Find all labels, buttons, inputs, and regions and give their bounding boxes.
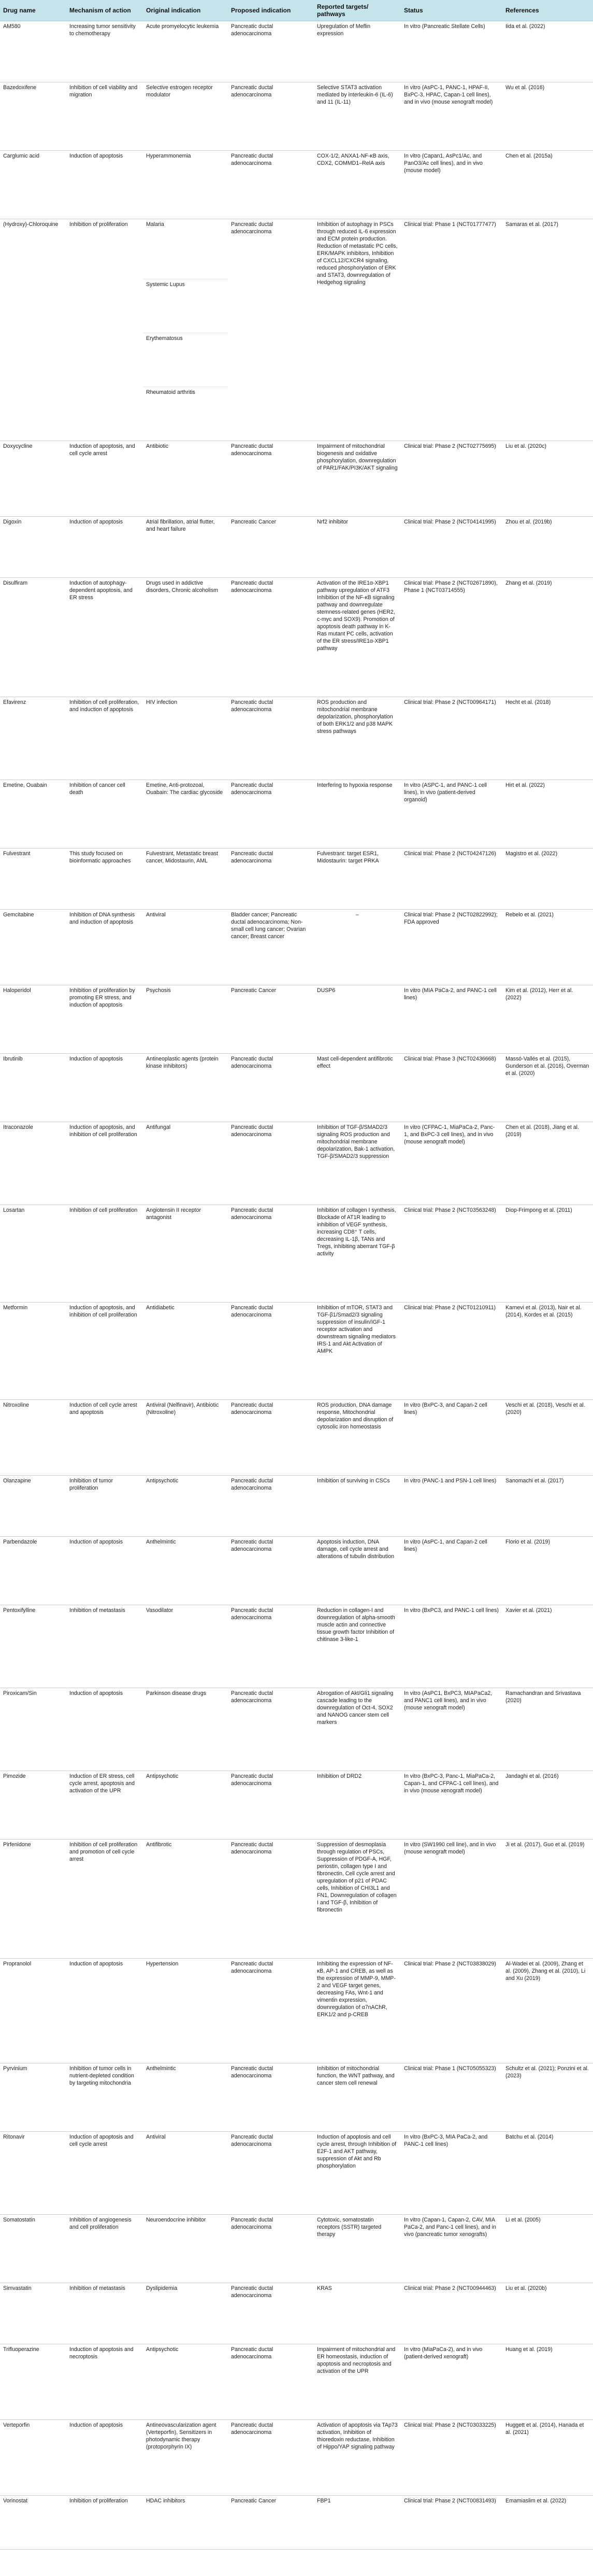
- cell-targets: KRAS: [314, 2283, 401, 2344]
- cell-proposed-indication: Pancreatic ductal adenocarcinoma: [228, 1054, 314, 1122]
- header-targets: Reported targets/ pathways: [314, 0, 401, 21]
- cell-status: Clinical trial: Phase 3 (NCT02436668): [401, 1054, 502, 1122]
- cell-drug-name: Disulfiram: [0, 578, 66, 697]
- cell-drug-name: Trifluoperazine: [0, 2344, 66, 2420]
- cell-targets: Cytotoxic, somatostatin receptors (SSTR) targeted therapy: [314, 2215, 401, 2283]
- cell-status: Clinical trial: Phase 2 (NCT02671890), Phase 1 (NCT03714555): [401, 578, 502, 697]
- cell-drug-name: Piroxicam/Sin: [0, 1688, 66, 1771]
- cell-status: Clinical trial: Phase 2 (NCT00831493): [401, 2496, 502, 2550]
- cell-original-indication: Antiviral: [143, 910, 228, 985]
- header-row: [0, 0, 593, 21]
- cell-drug-name: Simvastatin: [0, 2283, 66, 2344]
- cell-proposed-indication: Pancreatic ductal adenocarcinoma: [228, 1959, 314, 2063]
- header-mechanism: Mechanism of action: [66, 0, 143, 21]
- table-row: [0, 1205, 593, 1303]
- cell-original-indication: Hyperammonemia: [143, 151, 228, 219]
- cell-references: Diop-Frimpong et al. (2011): [502, 1205, 593, 1303]
- cell-mechanism: Induction of cell cycle arrest and apoptosis: [66, 1400, 143, 1476]
- cell-status: Clinical trial: Phase 2 (NCT00964171): [401, 697, 502, 780]
- cell-references: Al-Wadei et al. (2009), Zhang et al. (2009), Zhang et al. (2010), Li and Xu (2019): [502, 1959, 593, 2063]
- cell-original-indication: Angiotensin II receptor antagonist: [143, 1205, 228, 1303]
- cell-targets: Suppression of desmoplasia through regulation of PSCs, Suppression of PDGF-A, HGF, periostin, collagen type I and fibronectin, Cell cycle arrest and upregulation of p21 of PDAC cells, Inhibition of CHI3L1 and FN1, Downregulation of collagen I and TGF-β, Inhibition of fibronectin: [314, 1839, 401, 1959]
- cell-status: Clinical trial: Phase 2 (NCT03563248): [401, 1205, 502, 1303]
- cell-mechanism: Induction of apoptosis: [66, 1959, 143, 2063]
- cell-status: In vitro (PANC-1 and PSN-1 cell lines): [401, 1476, 502, 1537]
- cell-targets: ROS production and mitochondrial membrane depolarization, phosphorylation of both ERK1/2 and p38 MAPK stress pathways: [314, 697, 401, 780]
- cell-status: In vitro (SW1990 cell line), and in vivo (mouse xenograft model): [401, 1839, 502, 1959]
- cell-status: In vitro (ASPC-1, and PANC-1 cell lines), in vivo (patient-derived organoid): [401, 780, 502, 848]
- cell-status: Clinical trial: Phase 2 (NCT00944463): [401, 2283, 502, 2344]
- cell-references: Rebelo et al. (2021): [502, 910, 593, 985]
- cell-references: Emamiaslim et al. (2022): [502, 2496, 593, 2550]
- cell-proposed-indication: Pancreatic Cancer: [228, 985, 314, 1054]
- cell-references: Karnevi et al. (2013), Nair et al. (2014), Kordes et al. (2015): [502, 1303, 593, 1400]
- table-row: [0, 1400, 593, 1476]
- cell-mechanism: Induction of apoptosis and cell cycle arrest: [66, 2132, 143, 2215]
- cell-mechanism: Inhibition of angiogenesis and cell proliferation: [66, 2215, 143, 2283]
- cell-proposed-indication: Pancreatic ductal adenocarcinoma: [228, 2063, 314, 2132]
- cell-original-indication: Acute promyelocytic leukemia: [143, 21, 228, 82]
- cell-references: Huang et al. (2019): [502, 2344, 593, 2420]
- cell-mechanism: This study focused on bioinformatic approaches: [66, 848, 143, 910]
- cell-mechanism: Inhibition of tumor proliferation: [66, 1476, 143, 1537]
- cell-original-indication: Anthelmintic: [143, 1537, 228, 1605]
- table-row: [0, 2420, 593, 2496]
- cell-references: Chen et al. (2018), Jiang et al. (2019): [502, 1122, 593, 1205]
- cell-references: Schultz et al. (2021); Ponzini et al. (2023): [502, 2063, 593, 2132]
- cell-status: In vitro (MiaPaCa-2), and in vivo (patient-derived xenograft): [401, 2344, 502, 2420]
- cell-original-indication: Rheumatoid arthritis: [143, 387, 228, 441]
- cell-references: Jandaghi et al. (2016): [502, 1771, 593, 1839]
- cell-status: Clinical trial: Phase 1 (NCT05055323): [401, 2063, 502, 2132]
- cell-original-indication: Psychosis: [143, 985, 228, 1054]
- table-row: [0, 1771, 593, 1839]
- cell-references: Hirt et al. (2022): [502, 780, 593, 848]
- table-row: [0, 697, 593, 780]
- table-row: [0, 1054, 593, 1122]
- cell-references: Magistro et al. (2022): [502, 848, 593, 910]
- table-row: [0, 2132, 593, 2215]
- cell-proposed-indication: Pancreatic ductal adenocarcinoma: [228, 1476, 314, 1537]
- cell-references: Huggett et al. (2014), Hanada et al. (2021): [502, 2420, 593, 2496]
- cell-original-indication: Selective estrogen receptor modulator: [143, 82, 228, 151]
- cell-drug-name: Vorinostat: [0, 2496, 66, 2550]
- cell-targets: Upregulation of Meflin expression: [314, 21, 401, 82]
- cell-proposed-indication: Pancreatic ductal adenocarcinoma: [228, 82, 314, 151]
- cell-original-indication: HIV infection: [143, 697, 228, 780]
- table-row: [0, 2215, 593, 2283]
- cell-proposed-indication: Pancreatic ductal adenocarcinoma: [228, 1839, 314, 1959]
- cell-drug-name: Olanzapine: [0, 1476, 66, 1537]
- cell-mechanism: Inhibition of cell proliferation: [66, 1205, 143, 1303]
- cell-drug-name: Carglumic acid: [0, 151, 66, 219]
- cell-drug-name: (Hydroxy)-Chloroquine: [0, 219, 66, 441]
- cell-targets: Impairment of mitochondrial biogenesis and oxidative phosphorylation, downregulation of PAR1/FAK/PI3K/AKT signaling: [314, 441, 401, 517]
- cell-original-indication: Antifibrotic: [143, 1839, 228, 1959]
- cell-targets: Interfering to hypoxia response: [314, 780, 401, 848]
- cell-mechanism: Inhibition of metastasis: [66, 2283, 143, 2344]
- cell-original-indication: Drugs used in addictive disorders, Chronic alcoholism: [143, 578, 228, 697]
- cell-proposed-indication: Pancreatic ductal adenocarcinoma: [228, 21, 314, 82]
- cell-mechanism: Inhibition of cell proliferation, and induction of apoptosis: [66, 697, 143, 780]
- cell-targets: Mast cell-dependent antifibrotic effect: [314, 1054, 401, 1122]
- cell-mechanism: Inhibition of proliferation by promoting ER stress, and induction of apoptosis: [66, 985, 143, 1054]
- cell-targets: Inhibition of collagen I synthesis, Blockade of AT1R leading to inhibition of VEGF synthesis, increasing CD8⁺ T cells, decreasing IL-1β, TANs and Tregs, inhibiting aberrant TGF-β activity: [314, 1205, 401, 1303]
- cell-original-indication: Hypertension: [143, 1959, 228, 2063]
- cell-original-indication: Systemic Lupus: [143, 279, 228, 333]
- cell-proposed-indication: Pancreatic ductal adenocarcinoma: [228, 219, 314, 441]
- cell-mechanism: Increasing tumor sensitivity to chemotherapy: [66, 21, 143, 82]
- table-row: [0, 517, 593, 578]
- table-row: [0, 21, 593, 82]
- cell-proposed-indication: Bladder cancer; Pancreatic ductal adenocarcinoma; Non-small cell lung cancer; Ovarian cancer; Breast cancer: [228, 910, 314, 985]
- cell-mechanism: Inhibition of DNA synthesis and induction of apoptosis: [66, 910, 143, 985]
- table-row: [0, 1537, 593, 1605]
- cell-proposed-indication: Pancreatic ductal adenocarcinoma: [228, 151, 314, 219]
- cell-targets: Inhibition of mitochondrial function, the WNT pathway, and cancer stem cell renewal: [314, 2063, 401, 2132]
- cell-mechanism: Inhibition of metastasis: [66, 1605, 143, 1688]
- table-row: [0, 2344, 593, 2420]
- table-row: [0, 1476, 593, 1537]
- cell-status: Clinical trial: Phase 2 (NCT04141995): [401, 517, 502, 578]
- table-row: [0, 1688, 593, 1771]
- cell-original-indication: Fulvestrant, Metastatic breast cancer, Midostaurin, AML: [143, 848, 228, 910]
- cell-status: Clinical trial: Phase 2 (NCT02822992); FDA approved: [401, 910, 502, 985]
- cell-original-indication: Antibiotic: [143, 441, 228, 517]
- cell-mechanism: Induction of autophagy-dependent apoptosis, and ER stress: [66, 578, 143, 697]
- cell-drug-name: Doxycycline: [0, 441, 66, 517]
- cell-proposed-indication: Pancreatic ductal adenocarcinoma: [228, 848, 314, 910]
- cell-drug-name: Metformin: [0, 1303, 66, 1400]
- cell-proposed-indication: Pancreatic ductal adenocarcinoma: [228, 1605, 314, 1688]
- cell-references: Liu et al. (2020c): [502, 441, 593, 517]
- cell-drug-name: Losartan: [0, 1205, 66, 1303]
- cell-targets: FBP1: [314, 2496, 401, 2550]
- cell-mechanism: Induction of apoptosis: [66, 1054, 143, 1122]
- cell-targets: Inhibition of TGF-β/SMAD2/3 signaling ROS production and mitochondrial membrane depolarization, Bak-1 activation, TGF-β/SMAD2/3 suppression: [314, 1122, 401, 1205]
- cell-drug-name: Haloperidol: [0, 985, 66, 1054]
- cell-status: In vitro (Pancreatic Stellate Cells): [401, 21, 502, 82]
- cell-targets: Selective STAT3 activation mediated by interleukin-6 (IL-6) and 11 (IL-11): [314, 82, 401, 151]
- cell-targets: Induction of apoptosis and cell cycle arrest, through Inhibition of E2F-1 and AKT pathway, suppression of Akt and Rb phosphorylation: [314, 2132, 401, 2215]
- header-original-indication: Original indication: [143, 0, 228, 21]
- cell-original-indication: Parkinson disease drugs: [143, 1688, 228, 1771]
- cell-status: In vitro (BxPC3, and PANC-1 cell lines): [401, 1605, 502, 1688]
- cell-mechanism: Induction of apoptosis: [66, 1688, 143, 1771]
- cell-original-indication: Antidiabetic: [143, 1303, 228, 1400]
- cell-status: Clinical trial: Phase 2 (NCT03838029): [401, 1959, 502, 2063]
- cell-drug-name: Digoxin: [0, 517, 66, 578]
- cell-status: Clinical trial: Phase 2 (NCT02775695): [401, 441, 502, 517]
- cell-drug-name: Fulvestrant: [0, 848, 66, 910]
- cell-original-indication: Antineoplastic agents (protein kinase inhibitors): [143, 1054, 228, 1122]
- cell-original-indication: Antiviral: [143, 2132, 228, 2215]
- table-row: [0, 82, 593, 151]
- cell-drug-name: Nitroxoline: [0, 1400, 66, 1476]
- cell-status: Clinical trial: Phase 2 (NCT03033225): [401, 2420, 502, 2496]
- cell-mechanism: Inhibition of proliferation: [66, 2496, 143, 2550]
- cell-original-indication: Antipsychotic: [143, 1771, 228, 1839]
- cell-proposed-indication: Pancreatic Cancer: [228, 2496, 314, 2550]
- cell-targets: Inhibition of surviving in CSCs: [314, 1476, 401, 1537]
- cell-drug-name: Emetine, Ouabain: [0, 780, 66, 848]
- header-proposed-indication: Proposed indication: [228, 0, 314, 21]
- table-row: [0, 1605, 593, 1688]
- cell-targets: Activation of apoptosis via TAp73 activation, Inhibition of thioredoxin reductase, Inhibition of Hippo/YAP signaling pathway: [314, 2420, 401, 2496]
- cell-references: Liu et al. (2020b): [502, 2283, 593, 2344]
- cell-references: Veschi et al. (2018), Veschi et al. (2020): [502, 1400, 593, 1476]
- cell-references: Xavier et al. (2021): [502, 1605, 593, 1688]
- header-status: Status: [401, 0, 502, 21]
- cell-proposed-indication: Pancreatic ductal adenocarcinoma: [228, 1122, 314, 1205]
- cell-drug-name: Ritonavir: [0, 2132, 66, 2215]
- cell-status: Clinical trial: Phase 2 (NCT01210911): [401, 1303, 502, 1400]
- cell-references: Zhou et al. (2019b): [502, 517, 593, 578]
- cell-status: In vitro (AsPC1, BxPC3, MIAPaCa2, and PANC1 cell lines), and in vivo (mouse xenograft model): [401, 1688, 502, 1771]
- cell-proposed-indication: Pancreatic ductal adenocarcinoma: [228, 2420, 314, 2496]
- cell-proposed-indication: Pancreatic ductal adenocarcinoma: [228, 1303, 314, 1400]
- cell-mechanism: Induction of apoptosis, and inhibition of cell proliferation: [66, 1122, 143, 1205]
- cell-mechanism: Inhibition of cell proliferation and promotion of cell cycle arrest: [66, 1839, 143, 1959]
- cell-drug-name: Pimozide: [0, 1771, 66, 1839]
- cell-targets: Apoptosis induction, DNA damage, cell cycle arrest and alterations of tubulin distribution: [314, 1537, 401, 1605]
- cell-original-indication: Antineovascularization agent (Verteporfin), Sensitizers in photodynamic therapy (protoporphyrin IX): [143, 2420, 228, 2496]
- cell-targets: Abrogation of Akt/Gli1 signaling cascade leading to the downregulation of Oct-4, SOX2 and NANOG cancer stem cell markers: [314, 1688, 401, 1771]
- cell-proposed-indication: Pancreatic ductal adenocarcinoma: [228, 2283, 314, 2344]
- cell-references: Wu et al. (2016): [502, 82, 593, 151]
- cell-status: In vitro (BxPC-3, Panc-1, MiaPaCa-2, Capan-1, and CFPAC-1 cell lines), and in vivo (mouse xenograft model): [401, 1771, 502, 1839]
- table-row: [0, 985, 593, 1054]
- cell-drug-name: Pentoxifylline: [0, 1605, 66, 1688]
- cell-drug-name: Gemcitabine: [0, 910, 66, 985]
- cell-status: In vitro (AsPC-1, and Capan-2 cell lines): [401, 1537, 502, 1605]
- cell-targets: COX-1/2, ANXA1-NF-κB axis, CDX2, COMMD1–RelA axis: [314, 151, 401, 219]
- cell-mechanism: Induction of apoptosis: [66, 1537, 143, 1605]
- table-row: [0, 780, 593, 848]
- cell-original-indication: Neuroendocrine inhibitor: [143, 2215, 228, 2283]
- cell-drug-name: Verteporfin: [0, 2420, 66, 2496]
- cell-proposed-indication: Pancreatic ductal adenocarcinoma: [228, 441, 314, 517]
- cell-targets: Inhibition of mTOR, STAT3 and TGF-β1/Smad2/3 signaling suppression of insulin/IGF-1 receptor activation and downstream signaling mediators IRS-1 and Akt Activation of AMPK: [314, 1303, 401, 1400]
- cell-drug-name: Efavirenz: [0, 697, 66, 780]
- cell-status: Clinical trial: Phase 1 (NCT01777477): [401, 219, 502, 441]
- cell-mechanism: Induction of apoptosis: [66, 2420, 143, 2496]
- cell-status: In vitro (MIA PaCa-2, and PANC-1 cell lines): [401, 985, 502, 1054]
- cell-references: Kim et al. (2012), Herr et al. (2022): [502, 985, 593, 1054]
- cell-mechanism: Induction of apoptosis: [66, 151, 143, 219]
- header-references: References: [502, 0, 593, 21]
- cell-original-indication: Dyslipidemia: [143, 2283, 228, 2344]
- cell-status: Clinical trial: Phase 2 (NCT04247126): [401, 848, 502, 910]
- cell-original-indication: Antiviral (Nelfinavir), Antibiotic (Nitroxoline): [143, 1400, 228, 1476]
- cell-drug-name: Itraconazole: [0, 1122, 66, 1205]
- cell-status: In vitro (Capan1, AsPc1/Ac, and PanO3/Ac cell lines), and in vivo (mouse model): [401, 151, 502, 219]
- cell-references: Ji et al. (2017), Guo et al. (2019): [502, 1839, 593, 1959]
- table-row: [0, 151, 593, 219]
- table-row: [0, 1122, 593, 1205]
- cell-mechanism: Induction of apoptosis, and cell cycle arrest: [66, 441, 143, 517]
- table-row: [0, 910, 593, 985]
- cell-references: Batchu et al. (2014): [502, 2132, 593, 2215]
- cell-original-indication: Vasodilator: [143, 1605, 228, 1688]
- cell-targets: DUSP6: [314, 985, 401, 1054]
- cell-targets: Reduction in collagen-I and downregulation of alpha-smooth muscle actin and connective tissue growth factor Inhibition of chitinase 3-like-1: [314, 1605, 401, 1688]
- table-row: [0, 1303, 593, 1400]
- cell-original-indication: Emetine, Anti-protozoal, Ouabain: The cardiac glycoside: [143, 780, 228, 848]
- table-row: [0, 2496, 593, 2550]
- cell-original-indication: Anthelmintic: [143, 2063, 228, 2132]
- table-row: [0, 1959, 593, 2063]
- cell-references: Florio et al. (2019): [502, 1537, 593, 1605]
- cell-drug-name: Parbendazole: [0, 1537, 66, 1605]
- cell-original-indication: Malaria: [143, 219, 228, 279]
- table-row: [0, 219, 593, 279]
- cell-original-indication: Antipsychotic: [143, 1476, 228, 1537]
- cell-targets: Inhibiting the expression of NF-κB, AP-1 and CREB, as well as the expression of MMP-9, MMP-2 and VEGF target genes, decreasing FAs, Wnt-1 and vimentin expression, downregulation of α7nAChR, ERK1/2 and p-CREB: [314, 1959, 401, 2063]
- table-row: [0, 441, 593, 517]
- table-row: [0, 2063, 593, 2132]
- cell-original-indication: HDAC inhibitors: [143, 2496, 228, 2550]
- cell-mechanism: Inhibition of cancer cell death: [66, 780, 143, 848]
- cell-mechanism: Induction of apoptosis, and inhibition of cell proliferation: [66, 1303, 143, 1400]
- cell-mechanism: Inhibition of cell viability and migration: [66, 82, 143, 151]
- cell-references: Iida et al. (2022): [502, 21, 593, 82]
- cell-references: Massó-Vallés et al. (2015), Gunderson et al. (2016), Overman et al. (2020): [502, 1054, 593, 1122]
- cell-status: In vitro (Capan-1, Capan-2, CAV, MIA PaCa-2, and Panc-1 cell lines), and in vivo (pancreatic tumor xenografts): [401, 2215, 502, 2283]
- cell-status: In vitro (CFPAC-1, MiaPaCa-2, Panc-1, and BxPC-3 cell lines), and in vivo (mouse xenograft model): [401, 1122, 502, 1205]
- cell-drug-name: Pirfenidone: [0, 1839, 66, 1959]
- cell-proposed-indication: Pancreatic ductal adenocarcinoma: [228, 1537, 314, 1605]
- cell-proposed-indication: Pancreatic ductal adenocarcinoma: [228, 1771, 314, 1839]
- cell-references: Chen et al. (2015a): [502, 151, 593, 219]
- cell-targets: Impairment of mitochondrial and ER homeostasis, induction of apoptosis and necroptosis and activation of the UPR: [314, 2344, 401, 2420]
- cell-mechanism: Inhibition of tumor cells in nutrient-depleted condition by targeting mitochondria: [66, 2063, 143, 2132]
- cell-original-indication: Antifungal: [143, 1122, 228, 1205]
- cell-status: In vitro (AsPC-1, PANC-1, HPAF-II, BxPC-3, HPAC, Capan-1 cell lines), and in vivo (mouse xenograft model): [401, 82, 502, 151]
- table-row: [0, 2283, 593, 2344]
- cell-drug-name: Ibrutinib: [0, 1054, 66, 1122]
- cell-targets: Inhibition of DRD2: [314, 1771, 401, 1839]
- cell-proposed-indication: Pancreatic ductal adenocarcinoma: [228, 2344, 314, 2420]
- cell-references: Samaras et al. (2017): [502, 219, 593, 441]
- cell-original-indication: Atrial fibrillation, atrial flutter, and heart failure: [143, 517, 228, 578]
- cell-mechanism: Induction of apoptosis: [66, 517, 143, 578]
- cell-references: Zhang et al. (2019): [502, 578, 593, 697]
- cell-original-indication: Antipsychotic: [143, 2344, 228, 2420]
- cell-status: In vitro (BxPC-3, MIA PaCa-2, and PANC-1 cell lines): [401, 2132, 502, 2215]
- cell-targets: Activation of the IRE1α-XBP1 pathway upregulation of ATF3 Inhibition of the NF-κB signaling pathway and downregulate stemness-related genes (HER2, c-myc and SOX9). Promotion of apoptosis death pathway in K-Ras mutant PC cells, activation of the ER stress/IRE1α-XBP1 pathway: [314, 578, 401, 697]
- cell-drug-name: AM580: [0, 21, 66, 82]
- table-row: [0, 848, 593, 910]
- cell-mechanism: Inhibition of proliferation: [66, 219, 143, 441]
- header-drug-name: Drug name: [0, 0, 66, 21]
- cell-proposed-indication: Pancreatic Cancer: [228, 517, 314, 578]
- cell-mechanism: Induction of ER stress, cell cycle arrest, apoptosis and activation of the UPR: [66, 1771, 143, 1839]
- cell-proposed-indication: Pancreatic ductal adenocarcinoma: [228, 578, 314, 697]
- cell-proposed-indication: Pancreatic ductal adenocarcinoma: [228, 2132, 314, 2215]
- cell-targets: Fulvestrant: target ESR1, Midostaurin: target PRKA: [314, 848, 401, 910]
- cell-references: Li et al. (2005): [502, 2215, 593, 2283]
- cell-drug-name: Propranolol: [0, 1959, 66, 2063]
- cell-proposed-indication: Pancreatic ductal adenocarcinoma: [228, 1688, 314, 1771]
- cell-targets: –: [314, 910, 401, 985]
- cell-targets: ROS production, DNA damage response, Mitochondrial depolarization and disruption of cytosolic iron homeostasis: [314, 1400, 401, 1476]
- cell-targets: Inhibition of autophagy in PSCs through reduced IL-6 expression and ECM protein production. Reduction of metastatic PC cells, ERK/MAPK inhibitors, Inhibition of CXCL12/CXCR4 signaling, reduced phosphorylation of ERK and STAT3, downregulation of Hedgehog signaling: [314, 219, 401, 441]
- cell-drug-name: Bazedoxifene: [0, 82, 66, 151]
- table-row: [0, 578, 593, 697]
- cell-proposed-indication: Pancreatic ductal adenocarcinoma: [228, 780, 314, 848]
- cell-status: In vitro (BxPC-3, and Capan-2 cell lines): [401, 1400, 502, 1476]
- cell-original-indication: Erythematosus: [143, 333, 228, 387]
- cell-proposed-indication: Pancreatic ductal adenocarcinoma: [228, 1400, 314, 1476]
- cell-drug-name: Somatostatin: [0, 2215, 66, 2283]
- cell-proposed-indication: Pancreatic ductal adenocarcinoma: [228, 1205, 314, 1303]
- table-row: [0, 1839, 593, 1959]
- cell-references: Ramachandran and Srivastava (2020): [502, 1688, 593, 1771]
- cell-proposed-indication: Pancreatic ductal adenocarcinoma: [228, 697, 314, 780]
- cell-proposed-indication: Pancreatic ductal adenocarcinoma: [228, 2215, 314, 2283]
- cell-references: Sanomachi et al. (2017): [502, 1476, 593, 1537]
- cell-targets: Nrf2 inhibitor: [314, 517, 401, 578]
- cell-drug-name: Pyrvinium: [0, 2063, 66, 2132]
- cell-references: Hecht et al. (2018): [502, 697, 593, 780]
- cell-mechanism: Induction of apoptosis and necroptosis: [66, 2344, 143, 2420]
